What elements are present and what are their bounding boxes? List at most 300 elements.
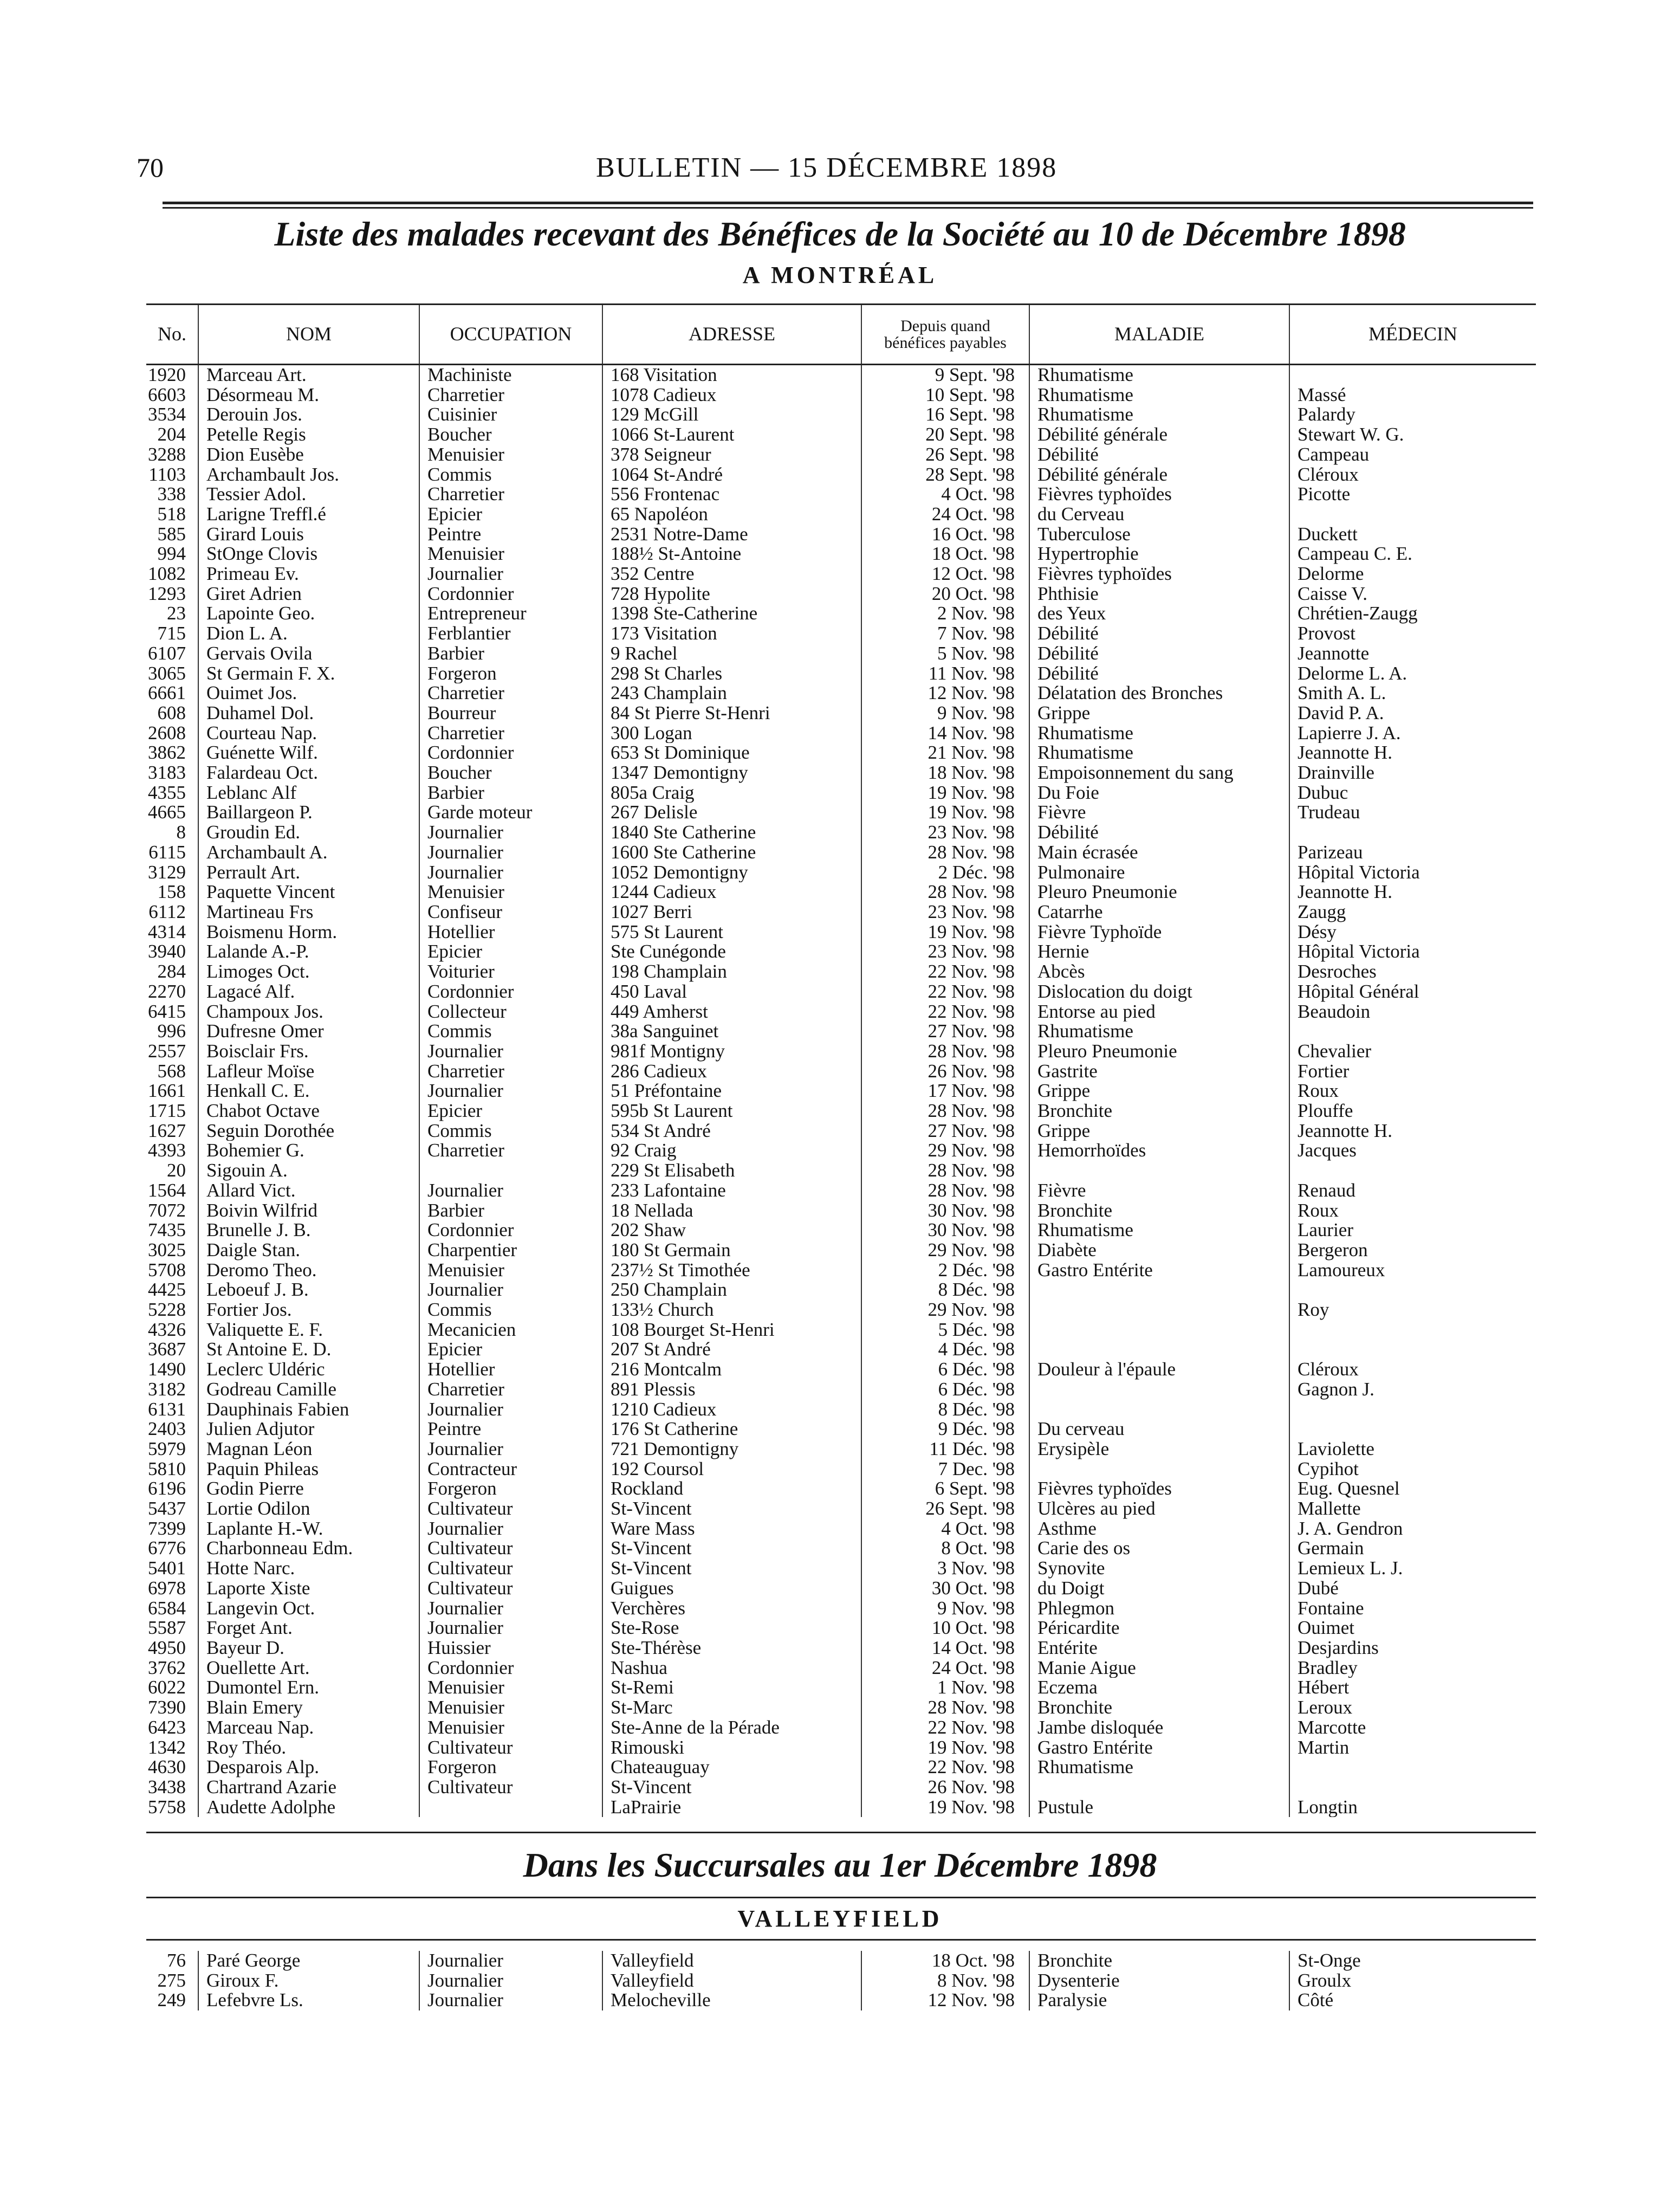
cell-nom: Groudin Ed. (198, 823, 419, 843)
cell-maladie: du Doigt (1029, 1579, 1289, 1599)
table-row (146, 1300, 1536, 1320)
cell-nom: Paquette Vincent (198, 882, 419, 902)
cell-maladie: Rhumatisme (1029, 723, 1289, 744)
cell-no: 1564 (148, 1180, 186, 1201)
cell-adresse: 1398 Ste-Catherine (602, 604, 861, 624)
cell-no: 3025 (148, 1240, 186, 1260)
cell-occupation (419, 1798, 602, 1818)
cell-medecin: Delorme (1289, 564, 1536, 584)
cell-depuis: 30 Nov. '98 (861, 1201, 1029, 1221)
table-row (146, 425, 1536, 445)
cell-medecin: Jeannotte H. (1289, 882, 1536, 902)
cell-nom: Larigne Treffl.é (198, 505, 419, 525)
cell-maladie: Gastro Entérite (1029, 1260, 1289, 1281)
cell-adresse: 216 Montcalm (602, 1360, 861, 1380)
cell-maladie: Phthisie (1029, 584, 1289, 604)
table-row (146, 1777, 1536, 1798)
cell-nom: Lafleur Moïse (198, 1062, 419, 1082)
table-row (146, 1101, 1536, 1121)
cell-no: 1490 (148, 1360, 186, 1380)
cell-depuis: 14 Nov. '98 (861, 723, 1029, 744)
cell-adresse: St-Remi (602, 1678, 861, 1698)
cell-no: 7435 (148, 1220, 186, 1240)
cell-occupation: Menuisier (419, 1718, 602, 1738)
cell-occupation: Epicier (419, 942, 602, 962)
cell-maladie: Synovite (1029, 1559, 1289, 1579)
cell-medecin (1289, 1022, 1536, 1042)
cell-maladie: Délatation des Bronches (1029, 683, 1289, 703)
cell-nom: Désormeau M. (198, 385, 419, 405)
table-row (146, 564, 1536, 584)
cell-maladie: Ulcères au pied (1029, 1499, 1289, 1519)
cell-occupation: Menuisier (419, 882, 602, 902)
cell-nom: Leboeuf J. B. (198, 1280, 419, 1300)
table-row (146, 783, 1536, 803)
cell-no: 5437 (148, 1499, 186, 1519)
cell-nom: Forget Ant. (198, 1618, 419, 1638)
cell-medecin: Côté (1289, 1990, 1536, 2010)
cell-depuis: 22 Nov. '98 (861, 1757, 1029, 1777)
table-row (146, 863, 1536, 883)
cell-nom: Audette Adolphe (198, 1798, 419, 1818)
cell-medecin: Renaud (1289, 1181, 1536, 1201)
cell-medecin: Roux (1289, 1201, 1536, 1221)
table-row (146, 1201, 1536, 1221)
cell-occupation: Cordonnier (419, 1658, 602, 1678)
cell-medecin: Bradley (1289, 1658, 1536, 1678)
cell-occupation: Epicier (419, 1340, 602, 1360)
cell-occupation: Forgeron (419, 1757, 602, 1777)
table-row (146, 1360, 1536, 1380)
cell-maladie: Du cerveau (1029, 1419, 1289, 1439)
cell-nom: Duhamel Dol. (198, 703, 419, 723)
cell-adresse: 450 Laval (602, 982, 861, 1002)
table-row (146, 1618, 1536, 1638)
cell-depuis: 24 Oct. '98 (861, 1658, 1029, 1678)
cell-medecin: Zaugg (1289, 902, 1536, 922)
table-row (146, 1519, 1536, 1539)
cell-occupation: Menuisier (419, 1698, 602, 1718)
cell-maladie: Paralysie (1029, 1990, 1289, 2010)
cell-nom: Marceau Nap. (198, 1718, 419, 1738)
cell-depuis: 28 Nov. '98 (861, 1181, 1029, 1201)
cell-no: 3129 (148, 862, 186, 883)
cell-no: 7399 (148, 1518, 186, 1539)
cell-no: 23 (167, 604, 186, 624)
table-row (146, 743, 1536, 763)
col-header-occupation: OCCUPATION (419, 305, 602, 365)
cell-adresse: 237½ St Timothée (602, 1260, 861, 1281)
cell-maladie: Bronchite (1029, 1101, 1289, 1121)
cell-nom: Henkall C. E. (198, 1081, 419, 1101)
cell-medecin: Lapierre J. A. (1289, 723, 1536, 744)
cell-depuis: 8 Oct. '98 (861, 1538, 1029, 1559)
cell-nom: Limoges Oct. (198, 962, 419, 982)
table-row (146, 1062, 1536, 1082)
cell-no: 338 (157, 484, 186, 505)
cell-nom: Giroux F. (198, 1971, 419, 1991)
cell-adresse: 298 St Charles (602, 664, 861, 684)
cell-occupation: Epicier (419, 1101, 602, 1121)
cell-medecin: Jacques (1289, 1141, 1536, 1161)
cell-adresse: Verchères (602, 1599, 861, 1619)
cell-depuis: 5 Nov. '98 (861, 644, 1029, 664)
cell-adresse: 188½ St-Antoine (602, 544, 861, 564)
cell-maladie: Gastrite (1029, 1062, 1289, 1082)
cell-depuis: 12 Nov. '98 (861, 683, 1029, 703)
cell-occupation: Cultivateur (419, 1738, 602, 1758)
cell-medecin: Longtin (1289, 1798, 1536, 1818)
col-header-no: No. (146, 305, 198, 365)
cell-maladie: Entorse au pied (1029, 1002, 1289, 1022)
cell-depuis: 28 Sept. '98 (861, 465, 1029, 485)
table-row (146, 843, 1536, 863)
table-row (146, 1181, 1536, 1201)
cell-maladie: Pleuro Pneumonie (1029, 1042, 1289, 1062)
cell-no: 5979 (148, 1439, 186, 1459)
table-row (146, 1042, 1536, 1062)
table-row (146, 365, 1536, 385)
cell-depuis: 29 Nov. '98 (861, 1240, 1029, 1260)
cell-no: 608 (157, 703, 186, 723)
cell-occupation: Menuisier (419, 445, 602, 465)
cell-no: 1103 (148, 464, 186, 485)
cell-adresse: 728 Hypolite (602, 584, 861, 604)
cell-occupation: Commis (419, 1300, 602, 1320)
cell-occupation: Barbier (419, 644, 602, 664)
cell-depuis: 26 Nov. '98 (861, 1062, 1029, 1082)
cell-medecin: Desjardins (1289, 1638, 1536, 1658)
cell-depuis: 28 Nov. '98 (861, 1698, 1029, 1718)
cell-depuis: 28 Nov. '98 (861, 1101, 1029, 1121)
cell-adresse: Ste Cunégonde (602, 942, 861, 962)
table-row (146, 1419, 1536, 1439)
cell-nom: Perrault Art. (198, 863, 419, 883)
cell-adresse: Nashua (602, 1658, 861, 1678)
cell-no: 4326 (148, 1320, 186, 1340)
cell-adresse: 243 Champlain (602, 683, 861, 703)
cell-adresse: 250 Champlain (602, 1280, 861, 1300)
cell-occupation: Commis (419, 1022, 602, 1042)
cell-nom: Godin Pierre (198, 1479, 419, 1499)
table-row (146, 1599, 1536, 1619)
table-row (146, 385, 1536, 405)
cell-occupation: Journalier (419, 1951, 602, 1971)
cell-adresse: 233 Lafontaine (602, 1181, 861, 1201)
cell-occupation: Journalier (419, 1081, 602, 1101)
cell-medecin: Dubuc (1289, 783, 1536, 803)
cell-nom: Paquin Phileas (198, 1459, 419, 1479)
cell-nom: Bayeur D. (198, 1638, 419, 1658)
table-row (146, 644, 1536, 664)
cell-occupation: Journalier (419, 863, 602, 883)
cell-depuis: 29 Nov. '98 (861, 1141, 1029, 1161)
cell-medecin: Duckett (1289, 525, 1536, 545)
cell-adresse: 18 Nellada (602, 1201, 861, 1221)
cell-no: 2270 (148, 981, 186, 1002)
cell-adresse: 378 Seigneur (602, 445, 861, 465)
cell-maladie: Débilité générale (1029, 425, 1289, 445)
cell-adresse: 207 St André (602, 1340, 861, 1360)
cell-maladie: Débilité (1029, 664, 1289, 684)
table-row (146, 1220, 1536, 1240)
cell-no: 5708 (148, 1260, 186, 1281)
cell-no: 6196 (148, 1479, 186, 1499)
cell-adresse: 202 Shaw (602, 1220, 861, 1240)
table-row (146, 465, 1536, 485)
cell-depuis: 22 Nov. '98 (861, 962, 1029, 982)
cell-maladie (1029, 1161, 1289, 1181)
cell-medecin: Parizeau (1289, 843, 1536, 863)
cell-adresse: 9 Rachel (602, 644, 861, 664)
cell-maladie: Douleur à l'épaule (1029, 1360, 1289, 1380)
cell-maladie: Carie des os (1029, 1538, 1289, 1559)
cell-depuis: 11 Nov. '98 (861, 664, 1029, 684)
cell-depuis: 8 Nov. '98 (861, 1971, 1029, 1991)
cell-occupation: Journalier (419, 1439, 602, 1459)
cell-adresse: 198 Champlain (602, 962, 861, 982)
cell-maladie: Jambe disloquée (1029, 1718, 1289, 1738)
cell-nom: Girard Louis (198, 525, 419, 545)
cell-nom: Roy Théo. (198, 1738, 419, 1758)
cell-adresse: Guigues (602, 1579, 861, 1599)
cell-adresse: 65 Napoléon (602, 505, 861, 525)
table-row (146, 763, 1536, 783)
cell-medecin: Plouffe (1289, 1101, 1536, 1121)
cell-occupation: Journalier (419, 1971, 602, 1991)
table-row (146, 544, 1536, 564)
cell-maladie: Bronchite (1029, 1951, 1289, 1971)
patients-table (146, 303, 1536, 1817)
cell-medecin: Eug. Quesnel (1289, 1479, 1536, 1499)
cell-nom: Chabot Octave (198, 1101, 419, 1121)
cell-occupation: Huissier (419, 1638, 602, 1658)
cell-medecin: Jeannotte H. (1289, 743, 1536, 763)
cell-depuis: 19 Nov. '98 (861, 1798, 1029, 1818)
cell-adresse: St-Vincent (602, 1538, 861, 1559)
cell-nom: Fortier Jos. (198, 1300, 419, 1320)
cell-adresse: 352 Centre (602, 564, 861, 584)
cell-adresse: 1027 Berri (602, 902, 861, 922)
cell-medecin: David P. A. (1289, 703, 1536, 723)
cell-no: 5587 (148, 1618, 186, 1638)
cell-no: 994 (157, 544, 186, 565)
cell-adresse: Rockland (602, 1479, 861, 1499)
cell-maladie: Fièvres typhoïdes (1029, 564, 1289, 584)
cell-nom: St Antoine E. D. (198, 1340, 419, 1360)
cell-adresse: 1600 Ste Catherine (602, 843, 861, 863)
cell-medecin: Leroux (1289, 1698, 1536, 1718)
cell-maladie: Fièvre (1029, 803, 1289, 823)
cell-no: 3065 (148, 663, 186, 684)
cell-medecin (1289, 1161, 1536, 1181)
cell-adresse: St-Vincent (602, 1559, 861, 1579)
cell-depuis: 28 Nov. '98 (861, 1161, 1029, 1181)
cell-occupation: Journalier (419, 1280, 602, 1300)
cell-no: 4355 (148, 783, 186, 803)
cell-nom: Desparois Alp. (198, 1757, 419, 1777)
cell-no: 5758 (148, 1797, 186, 1818)
cell-depuis: 27 Nov. '98 (861, 1022, 1029, 1042)
cell-maladie: Pleuro Pneumonie (1029, 882, 1289, 902)
cell-nom: Laplante H.-W. (198, 1519, 419, 1539)
cell-medecin: Fontaine (1289, 1599, 1536, 1619)
cell-no: 6112 (148, 902, 186, 922)
table-row (146, 982, 1536, 1002)
table-row (146, 1951, 1536, 1971)
cell-no: 996 (157, 1022, 186, 1042)
cell-occupation: Hotellier (419, 922, 602, 942)
cell-maladie: Grippe (1029, 703, 1289, 723)
cell-adresse: 180 St Germain (602, 1240, 861, 1260)
branch-heading: VALLEYFIELD (737, 1905, 943, 1932)
cell-nom: St Germain F. X. (198, 664, 419, 684)
cell-depuis: 2 Déc. '98 (861, 1260, 1029, 1281)
cell-depuis: 6 Sept. '98 (861, 1479, 1029, 1499)
cell-occupation: Garde moteur (419, 803, 602, 823)
cell-nom: Deromo Theo. (198, 1260, 419, 1281)
table-row (146, 1559, 1536, 1579)
cell-medecin: Beaudoin (1289, 1002, 1536, 1022)
cell-depuis: 9 Sept. '98 (861, 365, 1029, 385)
cell-depuis: 28 Nov. '98 (861, 1042, 1029, 1062)
cell-adresse: 229 St Elisabeth (602, 1161, 861, 1181)
cell-nom: Courteau Nap. (198, 723, 419, 744)
table-row (146, 1971, 1536, 1991)
cell-maladie: Débilité (1029, 644, 1289, 664)
cell-medecin: Bergeron (1289, 1240, 1536, 1260)
cell-medecin: Fortier (1289, 1062, 1536, 1082)
cell-occupation (419, 1161, 602, 1181)
cell-maladie: Fièvre Typhoïde (1029, 922, 1289, 942)
cell-maladie: Rhumatisme (1029, 743, 1289, 763)
cell-maladie: Manie Aigue (1029, 1658, 1289, 1678)
cell-no: 4425 (148, 1280, 186, 1301)
cell-adresse: St-Vincent (602, 1777, 861, 1798)
table-row (146, 1698, 1536, 1718)
cell-nom: Derouin Jos. (198, 405, 419, 425)
cell-depuis: 18 Oct. '98 (861, 1951, 1029, 1971)
cell-occupation: Cultivateur (419, 1777, 602, 1798)
cell-nom: Leclerc Uldéric (198, 1360, 419, 1380)
cell-occupation: Menuisier (419, 1678, 602, 1698)
cell-depuis: 11 Déc. '98 (861, 1439, 1029, 1459)
cell-nom: Charbonneau Edm. (198, 1538, 419, 1559)
cell-depuis: 9 Nov. '98 (861, 703, 1029, 723)
cell-occupation: Journalier (419, 1519, 602, 1539)
cell-nom: Ouellette Art. (198, 1658, 419, 1678)
cell-depuis: 8 Déc. '98 (861, 1400, 1029, 1420)
cell-nom: Archambault Jos. (198, 465, 419, 485)
cell-no: 2403 (148, 1419, 186, 1439)
cell-medecin: Trudeau (1289, 803, 1536, 823)
cell-medecin (1289, 365, 1536, 385)
table-row (146, 1141, 1536, 1161)
cell-no: 2608 (148, 723, 186, 744)
cell-depuis: 23 Nov. '98 (861, 823, 1029, 843)
cell-medecin: Laurier (1289, 1220, 1536, 1240)
cell-maladie (1029, 1777, 1289, 1798)
cell-no: 6978 (148, 1578, 186, 1599)
table-row (146, 1161, 1536, 1181)
cell-nom: Marceau Art. (198, 365, 419, 385)
header-rule-thin (163, 207, 1533, 209)
cell-maladie: Grippe (1029, 1121, 1289, 1141)
table-row (146, 624, 1536, 644)
cell-no: 4665 (148, 803, 186, 823)
cell-maladie: Grippe (1029, 1081, 1289, 1101)
table-row (146, 405, 1536, 425)
cell-adresse: 168 Visitation (602, 365, 861, 385)
cell-occupation: Collecteur (419, 1002, 602, 1022)
cell-no: 4393 (148, 1141, 186, 1161)
branch-table-body (146, 1951, 1536, 2010)
cell-adresse: 805a Craig (602, 783, 861, 803)
cell-depuis: 10 Sept. '98 (861, 385, 1029, 405)
cell-occupation: Journalier (419, 1042, 602, 1062)
cell-medecin (1289, 1777, 1536, 1798)
cell-maladie (1029, 1459, 1289, 1479)
cell-adresse: Chateauguay (602, 1757, 861, 1777)
cell-occupation: Cultivateur (419, 1538, 602, 1559)
table-row (146, 1678, 1536, 1698)
table-row (146, 1738, 1536, 1758)
cell-no: 5401 (148, 1559, 186, 1579)
cell-maladie: Débilité (1029, 445, 1289, 465)
table-body (146, 365, 1536, 1818)
cell-medecin: Gagnon J. (1289, 1380, 1536, 1400)
cell-occupation: Menuisier (419, 544, 602, 564)
cell-medecin: Campeau C. E. (1289, 544, 1536, 564)
cell-depuis: 23 Nov. '98 (861, 902, 1029, 922)
cell-nom: Brunelle J. B. (198, 1220, 419, 1240)
cell-medecin: St-Onge (1289, 1951, 1536, 1971)
cell-no: 585 (157, 524, 186, 545)
cell-maladie: Débilité (1029, 624, 1289, 644)
cell-adresse: Valleyfield (602, 1951, 861, 1971)
cell-adresse: 1347 Demontigny (602, 763, 861, 783)
cell-occupation: Peintre (419, 1419, 602, 1439)
cell-nom: Lapointe Geo. (198, 604, 419, 624)
cell-medecin: Drainville (1289, 763, 1536, 783)
cell-medecin: Martin (1289, 1738, 1536, 1758)
table-row (146, 723, 1536, 744)
cell-adresse: 286 Cadieux (602, 1062, 861, 1082)
cell-occupation: Journalier (419, 1400, 602, 1420)
cell-occupation: Boucher (419, 763, 602, 783)
table-row (146, 1340, 1536, 1360)
cell-no: 6415 (148, 1001, 186, 1022)
cell-medecin: Groulx (1289, 1971, 1536, 1991)
table-row (146, 1260, 1536, 1281)
cell-medecin: Marcotte (1289, 1718, 1536, 1738)
cell-nom: Boismenu Horm. (198, 922, 419, 942)
cell-no: 3687 (148, 1340, 186, 1360)
cell-depuis: 6 Déc. '98 (861, 1380, 1029, 1400)
col-header-depuis-line1: Depuis quand (900, 316, 990, 335)
cell-medecin: Palardy (1289, 405, 1536, 425)
cell-occupation: Hotellier (419, 1360, 602, 1380)
cell-medecin: Lemieux L. J. (1289, 1559, 1536, 1579)
cell-depuis: 19 Nov. '98 (861, 922, 1029, 942)
cell-depuis: 22 Nov. '98 (861, 1002, 1029, 1022)
cell-maladie: Erysipèle (1029, 1439, 1289, 1459)
col-header-nom: NOM (198, 305, 419, 365)
cell-nom: Lortie Odilon (198, 1499, 419, 1519)
cell-nom: Falardeau Oct. (198, 763, 419, 783)
col-header-depuis-line2: bénéfices payables (884, 334, 1007, 352)
cell-adresse: 1244 Cadieux (602, 882, 861, 902)
